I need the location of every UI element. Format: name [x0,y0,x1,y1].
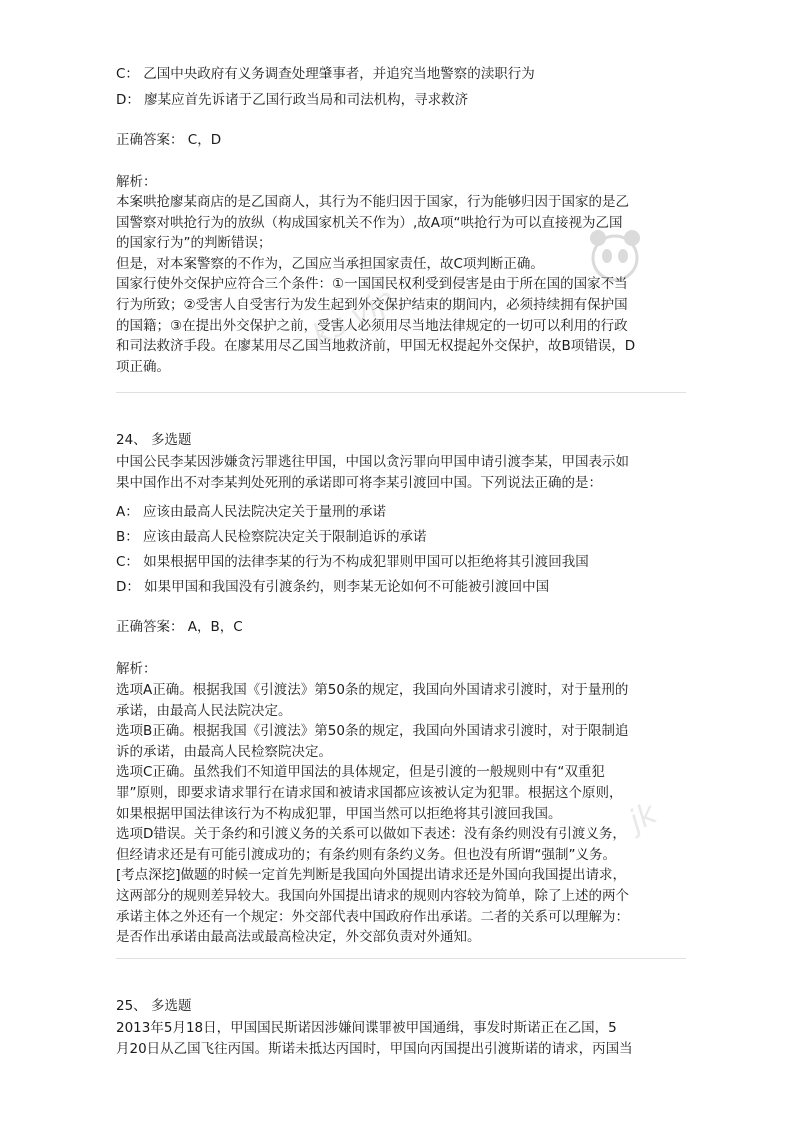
analysis-line: 如果根据甲国法律该行为不构成犯罪，甲国当然可以拒绝将其引渡回我国。 [116,805,562,822]
q24-analysis [116,680,686,948]
q24-option-b: B： 应该由最高人民检察院决定关于限制追诉的承诺 [116,529,427,545]
stem-line: 2013年5月18日，甲国国民斯诺因涉嫌间谍罪被甲国通缉，事发时斯诺正在乙国，5 [116,1020,617,1036]
analysis-line: 本案哄抢廖某商店的是乙国商人，其行为不能归因于国家，行为能够归因于国家的是乙 [116,194,629,210]
analysis-line: 的国家行为”的判断错误； [116,235,272,252]
q24-option-d: D： 如果甲国和我国没有引渡条约，则李某无论如何不可能被引渡回中国 [116,579,550,595]
stem-line: 中国公民李某因涉嫌贪污罪逃往甲国，中国以贪污罪向甲国申请引渡李某，甲国表示如 [116,454,629,470]
analysis-line: 行为所致；②受害人自受害行为发生起到外交保护结束的期间内，必须持续拥有保护国 [116,296,628,313]
analysis-line: 国家行使外交保护应符合三个条件：①一国国民权利受到侵害是由于所在国的国家不当 [116,276,628,293]
section-divider [116,958,686,959]
analysis-line: 选项C正确。虽然我们不知道甲国法的具体规定，但是引渡的一般规则中有“双重犯 [116,764,605,781]
analysis-line: 选项A正确。根据我国《引渡法》第50条的规定，我国向外国请求引渡时，对于量刑的 [116,682,629,698]
analysis-line: [考点深挖]做题的时候一定首先判断是我国向外国提出请求还是外国向我国提出请求， [116,867,627,884]
q23-analysis [116,192,686,377]
stem-line: 月20日从乙国飞往丙国。斯诺未抵达丙国时，甲国向丙国提出引渡斯诺的请求，丙国当 [116,1040,633,1057]
analysis-line: 罪”原则，即要求请求罪行在请求国和被请求国都应该被认定为犯罪。根据这个原则， [116,784,623,801]
analysis-line: 承诺，由最高人民法院决定。 [116,702,292,719]
q23-analysis-label: 解析： [116,174,157,190]
analysis-line: 国警察对哄抢行为的放纵（构成国家机关不作为）,故A项“哄抢行为可以直接视为乙国 [116,214,623,231]
analysis-line: 但是，对本案警察的不作为，乙国应当承担国家责任，故C项判断正确。 [116,255,544,272]
q23-answer: 正确答案： C，D [116,132,222,148]
analysis-line: 诉的承诺，由最高人民检察院决定。 [116,743,332,760]
q24-stem [116,452,686,493]
analysis-line: 但经请求还是有可能引渡成功的；有条约则有条约义务。但也没有所谓“强制”义务。 [116,846,616,863]
q23-option-c: C： 乙国中央政府有义务调查处理肇事者，并追究当地警察的渎职行为 [116,66,535,82]
q24-answer: 正确答案： A，B，C [116,619,243,635]
analysis-line: 是否作出承诺由最高法或最高检决定，外交部负责对外通知。 [116,929,481,946]
watermark-text-upper: ks.vip [306,281,401,354]
q25-header: 25、 多选题 [116,998,192,1014]
analysis-line: 项正确。 [116,358,170,375]
q25-stem [116,1018,686,1059]
analysis-line: 的国籍；③在提出外交保护之前，受害人必须用尽当地法律规定的一切可以利用的行政 [116,317,628,334]
section-divider [116,392,686,393]
q24-option-c: C： 如果根据甲国的法律李某的行为不构成犯罪则甲国可以拒绝将其引渡回我国 [116,554,589,570]
watermark-text-lower: jk [623,796,663,839]
analysis-line: 和司法救济手段。在廖某用尽乙国当地救济前，甲国无权提起外交保护，故B项错误，D [116,338,636,355]
stem-line: 果中国作出不对李某判处死刑的承诺即可将李某引渡回中国。下列说法正确的是： [116,474,602,491]
q24-header: 24、 多选题 [116,432,192,448]
q24-option-a: A： 应该由最高人民法院决定关于量刑的承诺 [116,504,387,520]
analysis-line: 选项B正确。根据我国《引渡法》第50条的规定，我国向外国请求引渡时，对于限制追 [116,723,629,740]
q24-analysis-label: 解析： [116,661,157,677]
q23-option-d: D： 廖某应首先诉诸于乙国行政当局和司法机构，寻求救济 [116,92,469,108]
analysis-line: 这两部分的规则差异较大。我国向外国提出请求的规则内容较为简单，除了上述的两个 [116,887,629,904]
analysis-line: 选项D错误。关于条约和引渡义务的关系可以做如下表述：没有条约则没有引渡义务， [116,826,626,843]
analysis-line: 承诺主体之外还有一个规定：外交部代表中国政府作出承诺。二者的关系可以理解为： [116,908,629,925]
